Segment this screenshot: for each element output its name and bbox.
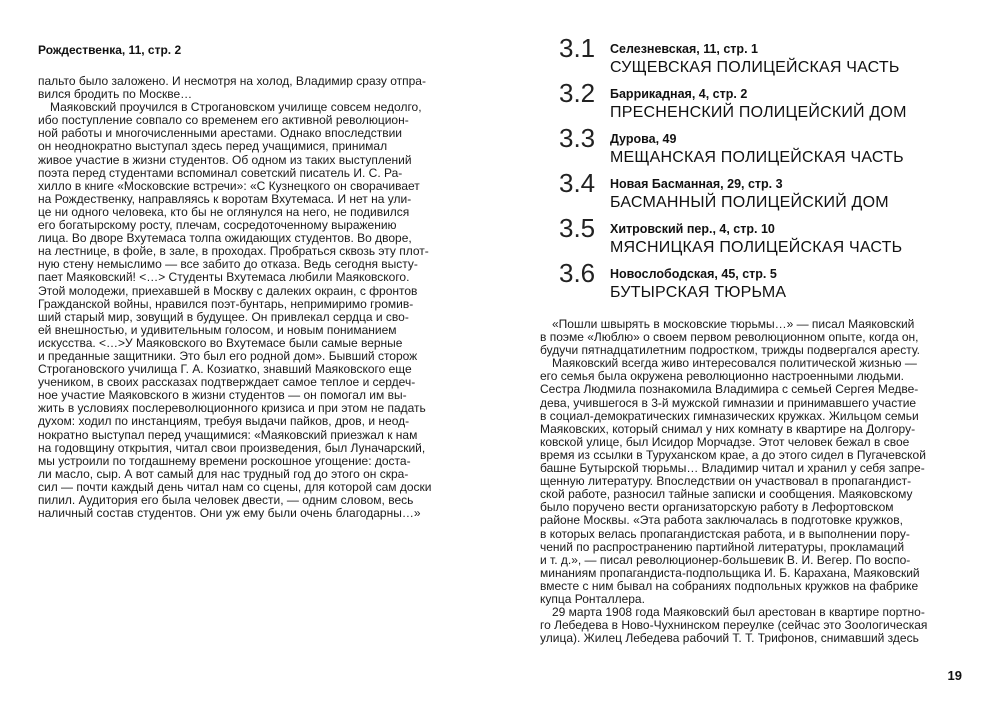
entry-title: БУТЫРСКАЯ ТЮРЬМА xyxy=(610,284,787,301)
paragraph: Маяковский проучился в Строгановском училище совсем недолго, ибо поступление совпало со временем его активной революцион- ной работы и многочисленными арестами. Однако впоследствии он неоднократно выступал здесь перед учащимися, принимал живое участие в жизни студентов. Об одном из таких выступлений поэта перед студентами вспоминал советский писатель И. С. Ра- хилло в книге «Московские встречи»: «С Кузнецкого он сворачивает на Рождественку, направляясь к воротам Вхутемаса. И нет на ули- це ни одного человека, кто бы не оглянулся на него, не подивился его богатырскому росту, плечам, сосредоточенному выражению лица. Во дворе Вхутемаса толпа ожидающих студентов. Во дворе, на лестнице, в фойе, в зале, в проходах. Пробраться сквозь эту плот- ную стену немыслимо — все забито до отказа. Ведь сегодня высту- пает Маяковский! <…> Студенты Вхутемаса любили Маяковского. Этой молодежи, приехавшей в Москву с далеких окраин, с фронтов Гражданской войны, нравился поэт-бунтарь, непримиримо громив- ший старый мир, зовущий в будущее. Он привлекал сердца и сво- ей внешностью, и удивительным голосом, и новым пониманием искусства. <…>У Маяковского во Вхутемасе были самые верные и преданные защитники. Это был его родной дом». Бывший сторож Строгановского училища Г. А. Козиатко, знавший Маяковского еще учеником, в своих рассказах подтверждает самое теплое и сердеч- ное участие Маяковского в жизни студентов — он помогал им вы- жить в условиях послереволюционного кризиса и при этом не падать духом: ходил по инстанциям, требуя выдачи пайков, дров, и неод- нократно выступал перед учащимися: «Маяковский приезжал к нам на годовщину открытия, читал свои произведения, был Луначарский, мы устроили по тогдашнему времени роскошное угощение: доста- ли масло, сыр. А вот самый для нас трудный год до этого он скра- сил — почти каждый день читал нам со сцены, для которой сам доски пилил. Аудитория его была человек двести, — одним словом, весь наличный состав студентов. Они уж ему были очень благодарны…» xyxy=(38,100,432,521)
entry-number: 3.3 xyxy=(559,123,596,153)
running-header: Рождественка, 11, стр. 2 xyxy=(38,43,182,57)
location-entry xyxy=(559,79,979,124)
entry-title: МЯСНИЦКАЯ ПОЛИЦЕЙСКАЯ ЧАСТЬ xyxy=(610,239,903,256)
left-body-text xyxy=(38,75,443,520)
entry-address: Селезневская, 11, стр. 1 xyxy=(610,42,758,56)
paragraph: пальто было заложено. И несмотря на холод, Владимир сразу отпра- вился бродить по Москве… xyxy=(38,74,426,102)
entry-title: БАСМАННЫЙ ПОЛИЦЕЙСКИЙ ДОМ xyxy=(610,194,889,211)
paragraph: «Пошли швырять в московские тюрьмы…» — писал Маяковский в поэме «Люблю» о своем первом революционном опыте, когда он, будучи пятнадцатилетним подростком, трижды подвергался аресту. xyxy=(540,317,920,358)
entry-title: ПРЕСНЕНСКИЙ ПОЛИЦЕЙСКИЙ ДОМ xyxy=(610,104,907,121)
right-body-text xyxy=(540,318,965,645)
location-entry xyxy=(559,124,979,169)
entry-address: Дурова, 49 xyxy=(610,132,677,146)
location-entry xyxy=(559,169,979,214)
entry-number: 3.2 xyxy=(559,78,596,108)
entry-address: Хитровский пер., 4, стр. 10 xyxy=(610,222,775,236)
paragraph: Маяковский всегда живо интересовался политической жизнью — его семья была окружена революционно настроенными людьми. Сестра Людмила познакомила Владимира с семьей Сергея Медве- дева, учившегося в 3-й мужской гимназии и принимавшего участие в социал-демократических гимназических кружках. Жильцом семьи Маяковских, который снимал у них комнату в квартире на Долгору- ковской улице, был Исидор Морчадзе. Этот человек бежал в свое время из ссылки в Туруханском крае, а до этого сидел в Пугачевской башне Бутырской тюрьмы… Владимир читал и хранил у себя запре- щенную литературу. Впоследствии он участвовал в пропагандист- ской работе, разносил тайные записки и сообщения. Маяковскому было поручено вести организаторскую работу в Лефортовском районе Москвы. «Эта работа заключалась в подготовке кружков, в которых велась пропагандистская работа, и в выполнении пору- чений по распространению партийной литературы, прокламаций и т. д.», — писал революционер-большевик В. И. Вегер. По воспо- минаниям пропагандиста-подпольщика И. Б. Карахана, Маяковский вместе с ним бывал на собраниях подпольных кружков на фабрике купца Ронталлера. xyxy=(540,356,926,606)
location-list xyxy=(559,34,979,304)
location-entry xyxy=(559,259,979,304)
entry-number: 3.5 xyxy=(559,213,596,243)
paragraph: 29 марта 1908 года Маяковский был арестован в квартире портно- го Лебедева в Ново-Чухнинском переулке (сейчас это Зоологическая улица). Жилец Лебедева рабочий Т. Т. Трифонов, снимавший здесь xyxy=(540,605,928,646)
entry-title: МЕЩАНСКАЯ ПОЛИЦЕЙСКАЯ ЧАСТЬ xyxy=(610,149,904,166)
entry-number: 3.4 xyxy=(559,168,596,198)
entry-title: СУЩЕВСКАЯ ПОЛИЦЕЙСКАЯ ЧАСТЬ xyxy=(610,59,900,76)
entry-number: 3.1 xyxy=(559,33,596,63)
location-entry xyxy=(559,34,979,79)
entry-address: Новая Басманная, 29, стр. 3 xyxy=(610,177,783,191)
location-entry xyxy=(559,214,979,259)
page-number: 19 xyxy=(947,668,962,683)
entry-address: Баррикадная, 4, стр. 2 xyxy=(610,87,748,101)
entry-number: 3.6 xyxy=(559,258,596,288)
entry-address: Новослободская, 45, стр. 5 xyxy=(610,267,777,281)
